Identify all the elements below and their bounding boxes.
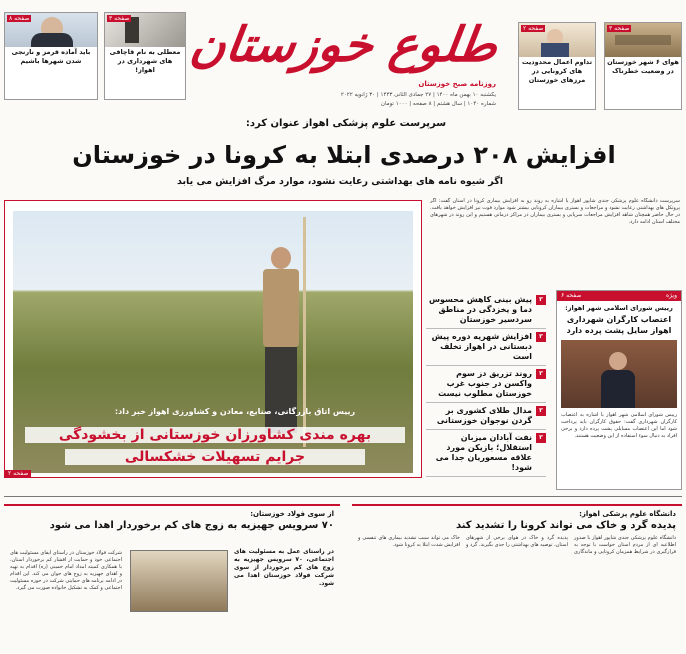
photo-story-kicker: رییس اتاق بازرگانی، صنایع، معادن و کشاورزی اهواز خبر داد: bbox=[114, 407, 356, 416]
council-badge: ویژه bbox=[665, 292, 677, 299]
dust-body: دانشگاه علوم پزشکی جندی شاپور اهواز با صدور اطلاعیه ای از مردم استان خواست با توجه به قرارگیری در شرایط همزمان کرونایی و ماندگاری پدیده گرد و خاک در هوای برخی از شهرهای استان، توصیه های بهداشتی را جدی بگیرند. گرد و خاک می تواند سبب تشدید بیماری های تنفسی و افزایش شدت ابتلا به کرونا شود. bbox=[358, 535, 676, 555]
thumb-page-tag: صفحه ۳ bbox=[609, 25, 630, 32]
thumb-caption: تداوم اعمال محدودیت های کرونایی در مرزهای خوزستان bbox=[521, 58, 593, 84]
council-story-box[interactable] bbox=[556, 290, 682, 490]
council-body: رییس شورای اسلامی شهر اهواز با اشاره به اعتصاب کارگران شهرداری گفت: حقوق کارگران باید پرداخت شود اما این اعتصاب مسایلی پشت پرده دارد و برخی افراد به دنبال سوء استفاده از این وضعیت هستند. bbox=[561, 412, 677, 439]
brief-item[interactable] bbox=[426, 366, 546, 403]
farmer-figure bbox=[259, 247, 303, 433]
masthead-subtitle: روزنامه صبح خوزستان bbox=[418, 80, 496, 88]
dust-kicker: دانشگاه علوم پزشکی اهواز: bbox=[579, 510, 676, 518]
lead-subhead: اگر شیوه نامه های بهداشتی رعایت نشود، موارد مرگ افزایش می یابد bbox=[176, 176, 503, 187]
fold-divider bbox=[4, 496, 682, 497]
thumb-caption: معطلی به نام قاچاقی های شهرداری در اهواز! bbox=[109, 48, 181, 74]
brief-item[interactable] bbox=[426, 292, 546, 329]
photo-story-page-tag: صفحه ۲ bbox=[5, 470, 31, 477]
brief-title: مدال طلای کشوری بر گردن نوجوان خوزستانی bbox=[436, 406, 532, 425]
council-page-tag: صفحه ۶ bbox=[561, 292, 582, 299]
steel-lead: در راستای عمل به مسئولیت های اجتماعی، ۷۰ سرویس جهیزیه به زوج های کم برخوردار از سوی شرکت فولاد خوزستان اهدا می شود. bbox=[234, 548, 334, 587]
brief-page: ۳ bbox=[536, 332, 546, 342]
brief-item[interactable] bbox=[426, 403, 546, 430]
photo-story-box[interactable] bbox=[4, 200, 422, 478]
steel-kicker: از سوی فولاد خوزستان: bbox=[250, 510, 334, 518]
steel-photo bbox=[130, 550, 228, 612]
thumb-article-1[interactable] bbox=[4, 12, 98, 100]
steel-body: شرکت فولاد خوزستان در راستای ایفای مسئولیت های اجتماعی خود و حمایت از اقشار کم برخوردار استان، با همکاری کمیته امداد امام خمینی (ره) اقدام به تهیه و اهدای جهیزیه به زوج های جوان می کند. این اقدام در ادامه برنامه های حمایتی شرکت در حوزه مسئولیت اجتماعی و کمک به تشکیل خانواده صورت می گیرد. bbox=[10, 550, 122, 591]
thumb-caption: هوای ۶ شهر خوزستان در وضعیت خطرناک bbox=[607, 58, 679, 75]
thumb-article-4[interactable] bbox=[604, 22, 682, 110]
brief-item[interactable] bbox=[426, 430, 546, 477]
brief-item[interactable] bbox=[426, 329, 546, 366]
brief-title: پیش بینی کاهش محسوس دما و یخزدگی در مناطق سردسیر خوزستان bbox=[429, 295, 532, 324]
lead-body: سرپرست دانشگاه علوم پزشکی جندی شاپور اهواز با اشاره به روند رو به افزایش بیماری کرونا در استان گفت: اگر پروتکل های بهداشتی رعایت نشود و مراجعات و بستری بیماران کرونایی بیشتر شود موارد فوت نیز افزایش خواهد یافت. در حال حاضر همچنان شاهد افزایش مراجعات سرپایی و بستری بیماران در مراکز درمانی هستیم و این روند در شهرهای مختلف استان ادامه دارد. bbox=[430, 198, 680, 225]
brief-title: نفت آبادان میزبان استقلال؛ بازیکن مورد علاقه مسعوریان جدا می شود! bbox=[435, 433, 532, 472]
council-photo bbox=[561, 340, 677, 408]
photo-story-headline-2[interactable]: جرایم تسهیلات خشکسالی bbox=[65, 449, 365, 465]
lead-kicker: سرپرست علوم پزشکی اهواز عنوان کرد: bbox=[245, 118, 447, 129]
photo-story-headline-1[interactable]: بهره مندی کشاورزان خوزستانی از بخشودگی bbox=[25, 427, 405, 443]
lead-headline[interactable]: افزایش ۲۰۸ درصدی ابتلا به کرونا در خوزستان bbox=[72, 141, 616, 169]
council-header-bar bbox=[557, 291, 681, 301]
dust-story-box[interactable] bbox=[352, 504, 682, 654]
thumb-page-tag: صفحه ۳ bbox=[109, 15, 130, 22]
masthead-issue: شماره ۱۰۴۰ | سال هشتم | ۸ صفحه | ۱۰۰۰ تومان bbox=[380, 101, 496, 107]
thumb-page-tag: صفحه ۸ bbox=[9, 15, 30, 22]
brief-title: افزایش شهریه دوره پیش دبستانی در اهواز تخلف است bbox=[431, 332, 532, 361]
council-headline[interactable]: اعتصاب کارگران شهرداری اهواز سایل پشت پرده دارد bbox=[566, 315, 672, 335]
briefs-column bbox=[426, 292, 546, 492]
brief-page: ۳ bbox=[536, 433, 546, 443]
thumb-article-2[interactable] bbox=[104, 12, 186, 100]
thumb-article-3[interactable] bbox=[518, 22, 596, 110]
council-kicker: رییس شورای اسلامی شهر اهواز: bbox=[565, 304, 673, 312]
masthead-dateline: یکشنبه ۱۰ بهمن ماه ۱۴۰۰ | ۲۷ جمادی الثانی ۱۴۴۳ | ۳۰ ژانویه ۲۰۲۲ bbox=[340, 92, 496, 98]
masthead-logo: طلوع خوزستان bbox=[186, 17, 502, 73]
brief-page: ۳ bbox=[536, 406, 546, 416]
steel-story-box[interactable] bbox=[4, 504, 340, 654]
dust-headline[interactable]: پدیده گرد و خاک می تواند کرونا را تشدید کند bbox=[455, 520, 676, 531]
steel-headline[interactable]: ۷۰ سرویس جهیزیه به زوج های کم برخوردار اهدا می شود bbox=[49, 520, 334, 531]
brief-title: روند تزریق دز سوم واکسن در جنوب غرب خوزستان مطلوب نیست bbox=[438, 369, 532, 398]
brief-page: ۳ bbox=[536, 369, 546, 379]
thumb-page-tag: صفحه ۲ bbox=[523, 25, 544, 32]
brief-page: ۳ bbox=[536, 295, 546, 305]
thumb-caption: باید آماده قرمز و نارنجی شدن شهرها باشیم bbox=[11, 48, 91, 65]
